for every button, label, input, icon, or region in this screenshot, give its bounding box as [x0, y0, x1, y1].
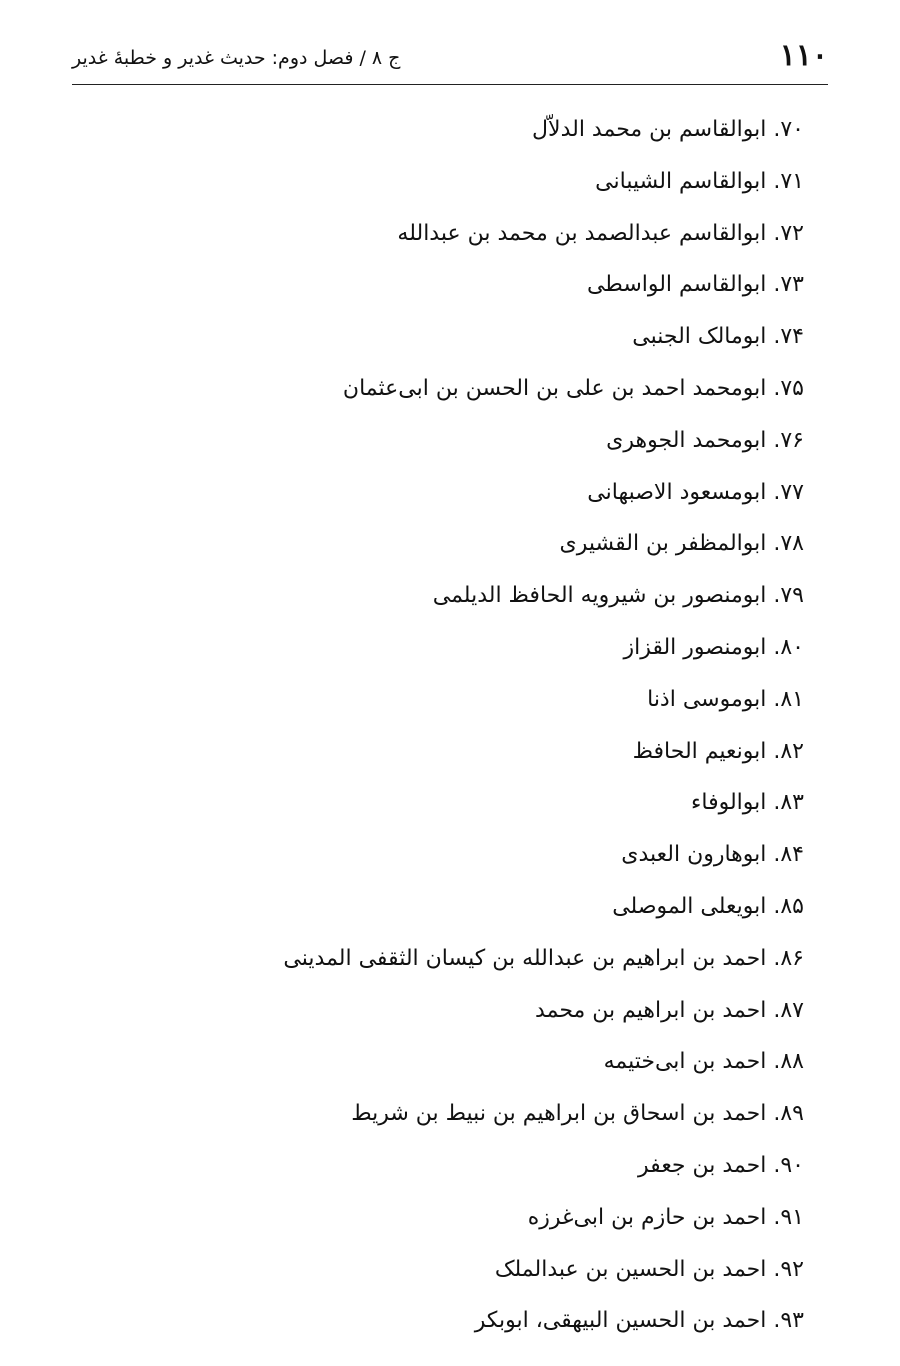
list-item: ۷۸. ابوالمظفر بن القشیری [559, 531, 804, 557]
page-header [72, 30, 828, 85]
list-item: ۷۲. ابوالقاسم عبدالصمد بن محمد بن عبدالله [397, 220, 804, 246]
list-item: ۸۹. احمد بن اسحاق بن ابراهیم بن نبیط بن شریط [351, 1101, 804, 1127]
list-item: ۸۳. ابوالوفاء [691, 790, 804, 816]
list-item: ۸۲. ابونعیم الحافظ [632, 738, 804, 764]
page-number: ۱۱۰ [779, 38, 828, 73]
list-item: ۷۹. ابومنصور بن شیرویه الحافظ الدیلمی [432, 583, 804, 609]
list-item: ۷۳. ابوالقاسم الواسطی [586, 272, 804, 298]
list-item: ۸۷. احمد بن ابراهیم بن محمد [535, 997, 804, 1023]
list-item: ۷۰. ابوالقاسم بن محمد الدلاّل [532, 117, 804, 142]
list-item: ۷۶. ابومحمد الجوهری [606, 427, 804, 453]
list-item: ۸۰. ابومنصور القزاز [623, 634, 804, 660]
narrator-list [184, 104, 804, 1347]
list-item: ۹۲. احمد بن الحسین بن عبدالملک [494, 1256, 804, 1282]
list-item: ۸۵. ابویعلی الموصلی [612, 893, 804, 919]
list-item: ۷۱. ابوالقاسم الشیبانی [595, 168, 804, 194]
list-item: ۹۱. احمد بن حازم بن ابی‌غرزه [527, 1204, 804, 1230]
list-item: ۸۶. احمد بن ابراهیم بن عبدالله بن کیسان الثقفی المدینی [283, 945, 804, 971]
list-item: ۸۱. ابوموسی اذنا [647, 686, 804, 712]
list-item: ۷۵. ابومحمد احمد بن علی بن الحسن بن ابی‌عثمان [342, 375, 804, 401]
list-item: ۸۸. احمد بن ابی‌ختیمه [603, 1049, 804, 1075]
list-item: ۸۴. ابوهارون العبدی [621, 842, 804, 868]
list-item: ۹۳. احمد بن الحسین البیهقی، ابوبکر [474, 1308, 804, 1334]
list-item: ۷۴. ابومالک الجنبی [632, 324, 804, 350]
list-item: ۹۰. احمد بن جعفر [638, 1152, 804, 1178]
list-item: ۷۷. ابومسعود الاصبهانی [587, 479, 804, 505]
running-title: ج ۸ / فصل دوم: حدیث غدیر و خطبهٔ غدیر [72, 47, 401, 69]
